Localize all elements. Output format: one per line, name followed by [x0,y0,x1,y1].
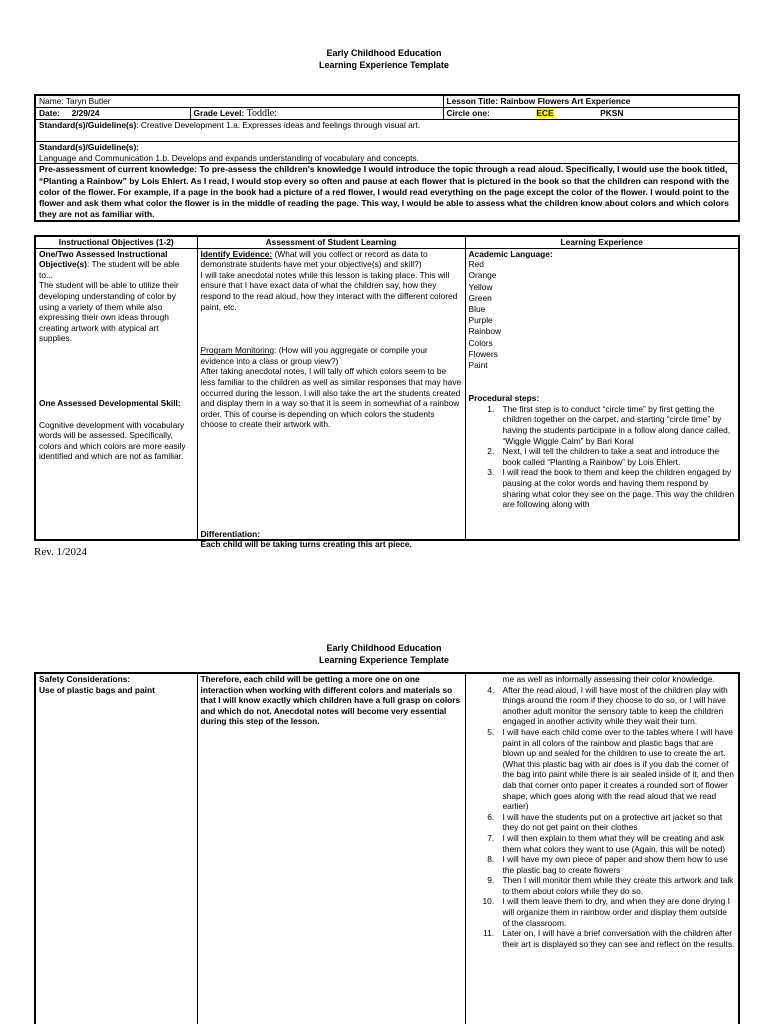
procedural-steps-list-continued [469,685,736,950]
lesson-info-table [34,94,740,222]
identify-evidence-label: Identify Evidence: [200,248,273,259]
vocab-word: Yellow [468,281,493,292]
vocab-word: Blue [468,304,486,314]
vocab-word: Red [468,259,484,270]
date-cell [35,107,190,120]
procedural-step: 7. I will then explain to them what they will be creating and ask them what colors they want to use (Again, this will be noted) [497,833,736,854]
objectives-title: One/Two Assessed Instructional Objective(s) [39,248,168,270]
grade-label: Grade Level: [193,107,245,118]
safety-label: Safety Considerations: [39,674,131,684]
lesson-plan-table-continued [34,672,740,1024]
identify-evidence-question: (What will you collect or record as data to demonstrate students have met your objective(s) and skill?) [200,248,428,270]
lesson-title-label: Lesson Title: [446,96,499,106]
circle-option-pksn: PKSN [600,107,624,118]
circle-label: Circle one: [446,107,490,118]
procedural-step: 4. After the read aloud, I will have most of the children play with things around the room if they choose to do so, or I will have another adult monitor the sensory table to keep the children engaged in another activity while they wait their turn. [497,685,736,727]
assessment-cell [197,248,465,550]
standard-1-label: Standard(s)/Guideline(s) [39,120,137,131]
identify-evidence-text: I will take anecdotal notes while this lesson is taking place. This will ensure that I have exact data of what the children say, how they respond to the read aloud, how they interact with the different colored paint, etc. [200,269,458,312]
standard-1-value: : Creative Development 1.a. Expresses ideas and feelings through visual art. [136,120,421,131]
preassessment-cell: Pre-assessment of current knowledge: To pre-assess the children's knowledge I would introduce the topic through a read aloud. Specifically, I would use the book titled, “Planting a Rainbow” by Lois Ehlert. As I read, I would stop every so often and pause at each flower that is pictured in the book so that the children can respond with the color of the flower. For example, if a page in the book had a picture of a red flower, I would read everything on the page except the color of the flower. I would point to the flower and ask them what color the flower is in the middle of reading the page. This way, I would be able to assess what the children know about colors and which colors they are not as familiar with. [35,164,739,222]
document-header [0,47,768,71]
procedural-step: 10. I will them leave them to dry, and when they are done drying I will organize them in rainbow order and display them outside of the classroom. [497,896,736,928]
header-line-1: Early Childhood Education [326,48,442,58]
vocab-word: Paint [468,360,488,371]
academic-language-label: Academic Language: [468,248,553,259]
lesson-title-value: Rainbow Flowers Art Experience [498,96,631,106]
experience-continued-cell [465,673,739,1024]
procedural-step: 11. Later on, I will have a brief conversation with the children after their art is displayed so they can see and reflect on the results. [497,928,736,949]
circle-cell [443,107,739,120]
standard-2-label: Standard(s)/Guideline(s): [39,142,140,153]
page-2 [0,610,768,1024]
step-3-continued: me as well as informally assessing their color knowledge. [502,674,715,684]
procedural-steps-list [469,404,736,510]
differentiation-continued-text: Therefore, each child will be getting a more one on one interaction when working with different colors and materials so that I will know exactly which children have a full grasp on colors and which do not. Anecdotal notes will become very essential during this step of the lesson. [200,674,461,727]
standard-2-cell [35,142,739,164]
header-line-2: Learning Experience Template [319,60,449,70]
objectives-intro: : The student will be able to... [39,259,180,280]
circle-option-ece: ECE [536,107,554,118]
name-label: Name: [39,96,64,106]
vocab-word: Purple [468,315,493,326]
lesson-title-cell [443,95,739,107]
vocab-word: Rainbow [468,326,502,337]
procedural-step: 2. Next, I will tell the children to take a seat and introduce the book called “Planting a Rainbow” by Lois Ehlert. [497,446,736,467]
revision-note: Rev. 1/2024 [34,546,88,558]
col-header-assessment: Assessment of Student Learning [197,236,465,248]
grade-cell [190,107,443,120]
procedural-step: 3. I will read the book to them and keep the children engaged by pausing at the color words and having them respond by sharing what color they see on the page. This way the children are following along with [497,467,736,509]
standard-2-value: Language and Communication 1.b. Develops and expands understanding of vocabulary and concepts. [39,152,419,163]
safety-cell [35,673,197,1024]
dev-skill-text: Cognitive development with vocabulary words will be assessed. Specifically, colors and which colors are more easily identified and which are not as familiar. [39,419,186,462]
name-value: Taryn Butler [63,96,111,106]
objectives-text: The student will be able to utilize their developing understanding of color by using a variety of them while also expressing their own ideas through creating artwork with atypical art supplies. [39,280,179,344]
header-line-1: Early Childhood Education [326,643,442,653]
vocab-word: Colors [468,337,493,348]
page-separator [0,580,768,610]
experience-cell [465,248,739,540]
procedural-steps-label: Procedural steps: [468,393,540,404]
grade-value: Toddle: [244,107,277,119]
program-monitoring-question: : (How will you aggregate or compile your evidence into a class or group view?) [200,345,428,366]
document-header-page-2 [0,642,768,666]
date-value: 2/29/24 [71,107,100,118]
vocab-word: Orange [468,270,497,281]
procedural-step: 8. I will have my own piece of paper and show them how to use the plastic bag to create flowers [497,854,736,875]
safety-text: Use of plastic bags and paint [39,684,155,695]
procedural-step: 5. I will have each child come over to the tables where I will have paint in all colors of the rainbow and plastic bags that are blown up and sealed for the children to use to create the art. (What this plastic bag with air does is if you dab the corner of the bag into paint while there is air sealed inside of it, and then dab that corner onto paper it creates a rounded sort of flower shape, which goes along with the read aloud that we read earlier) [497,727,736,812]
header-line-2: Learning Experience Template [319,655,449,665]
vocab-word: Flowers [468,348,498,359]
lesson-plan-table [34,235,740,550]
procedural-step: 1. The first step is to conduct “circle time” by first getting the children together on the carpet, and starting “circle time” by having the students participate in a follow along dance called, “Wiggle Wiggle Calm” by Bari Koral [497,404,736,446]
procedural-step: 6. I will have the students put on a protective art jacket so that they do not get paint on their clothes [497,812,736,833]
col-header-experience: Learning Experience [465,236,739,248]
dev-skill-title: One Assessed Developmental Skill: [39,397,181,408]
program-monitoring-label: Program Monitoring [200,345,275,356]
name-cell [35,95,443,107]
procedural-step: 9. Then I will monitor them while they create this artwork and talk to them about colors while they do so. [497,875,736,896]
col-header-objectives: Instructional Objectives (1-2) [35,236,197,248]
vocabulary-list [469,259,736,371]
date-label: Date: [39,107,60,118]
differentiation-text: Each child will be taking turns creating this art piece. [200,539,412,550]
objectives-cell [35,248,197,540]
vocab-word: Green [468,292,492,303]
program-monitoring-text: After taking anecdotal notes, I will tally off which colors seem to be less familiar to the children as well as similar responses that may have occurred during the lesson. I will also take the art the students created and display them in a way so that it is seem in somewhat of a rainbow order. This of course is depending on which colors the students choose to create their artwork with. [200,366,462,430]
differentiation-continued-cell [197,673,465,1024]
differentiation-label: Differentiation: [200,528,261,539]
standard-1-cell [35,120,739,142]
